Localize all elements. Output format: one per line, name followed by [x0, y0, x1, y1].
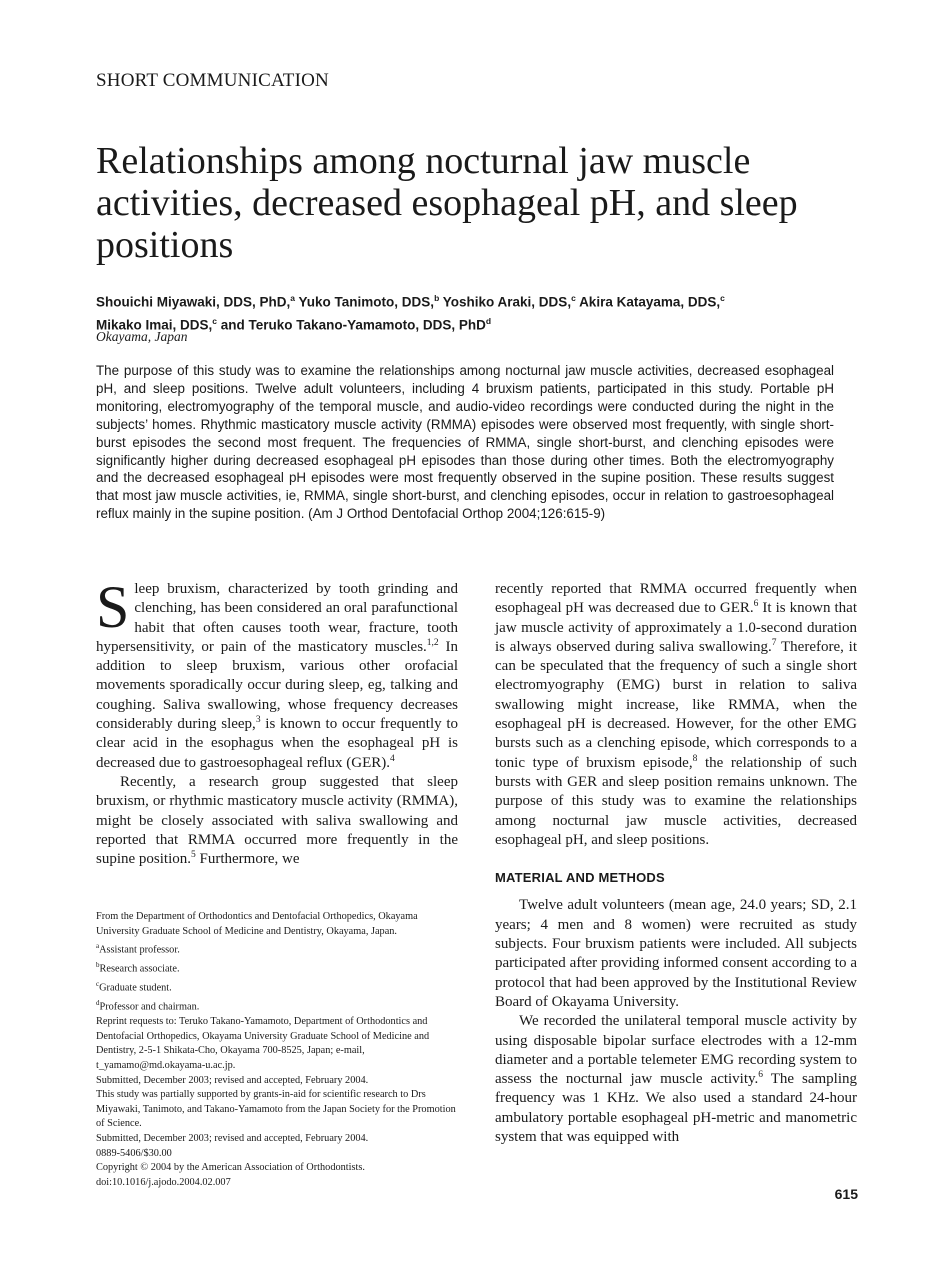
author-location: Okayama, Japan: [96, 329, 188, 344]
section-heading-methods: MATERIAL AND METHODS: [495, 870, 665, 886]
drop-cap: S: [96, 574, 130, 640]
body-text: Furthermore, we: [195, 851, 300, 868]
body-text: recently reported that RMMA occurred frequently when esophageal pH was decreased due to GER.: [495, 581, 857, 617]
body-text: is known to occur frequently to clear acid in the esophagus when the esophageal pH is decreased due to gastroesophageal reflux (GER).: [96, 716, 458, 771]
body-text: The sampling frequency was 1 KHz. We also used a standard 24-hour ambulatory portable esophageal pH-metric and manometric system that was equipped with: [495, 1071, 857, 1146]
author-name: Akira Katayama, DDS,: [579, 294, 721, 310]
body-text: In addition to sleep bruxism, various other orofacial movements sporadically occur during sleep, eg, talking and coughing. Saliva swallowing, whose frequency decreases considerably during sleep,: [96, 638, 458, 733]
author-name: Shouichi Miyawaki, DDS, PhD,: [96, 294, 291, 310]
section-label: SHORT COMMUNICATION: [96, 70, 329, 91]
author-affiliation-mark: a: [290, 293, 296, 303]
body-paragraph: Twelve adult volunteers (mean age, 24.0 years; SD, 2.1 years; 4 men and 8 women) were recruited as study subjects. Four bruxism patients were included. All subjects participated after providing informed consent according to a protocol that had been approved by the Institutional Review Board of Okayama University.: [495, 897, 857, 1010]
citation-ref[interactable]: 8: [692, 753, 698, 764]
body-text: Therefore, it can be speculated that the frequency of such a single short electromyography (EMG) burst in relation to saliva swallowing might increase, like RMMA, when the esophageal pH is decreased. However, for the other EMG bursts such as a clenching episode, which corresponds to a tonic type of bruxism episode,: [495, 638, 858, 771]
footnote-grant: This study was partially supported by grants-in-aid for scientific research to Drs Miyawaki, Tanimoto, and Takano-Yamamoto from the Japan Society for the Promotion of Science.: [96, 1089, 456, 1130]
footnote-submitted: Submitted, December 2003; revised and accepted, February 2004.: [96, 1133, 369, 1144]
citation-ref[interactable]: 7: [771, 637, 777, 648]
footnote-copyright: Copyright © 2004 by the American Association of Orthodontists.: [96, 1162, 365, 1174]
citation-ref[interactable]: 5: [191, 850, 196, 861]
author-name: and Teruko Takano-Yamamoto, DDS, PhD: [220, 317, 486, 332]
author-affiliation-mark: c: [571, 293, 576, 303]
body-column-left: [96, 574, 458, 869]
footnote-text: Research associate.: [99, 963, 180, 975]
citation-ref[interactable]: 1,2: [426, 637, 439, 648]
footnote-text: Graduate student.: [99, 982, 172, 994]
footnote-role: [96, 939, 458, 958]
body-paragraph: [495, 580, 857, 850]
footnote-submitted: Submitted, December 2003; revised and accepted, February 2004.: [96, 1074, 369, 1086]
author-name: Yuko Tanimoto, DDS,: [298, 294, 435, 310]
footnote-role: [96, 958, 458, 977]
footnote-mark: b: [96, 961, 100, 970]
body-paragraph: [495, 1012, 857, 1147]
footnote-mark: d: [96, 999, 100, 1008]
author-affiliation-mark: b: [434, 293, 440, 303]
author-affiliation-mark: c: [212, 315, 218, 326]
footnote-mark: a: [96, 942, 100, 951]
page-number: 615: [834, 1186, 858, 1202]
abstract: The purpose of this study was to examine the relationships among nocturnal jaw muscle activities, decreased esophageal pH, and sleep positions. Twelve adult volunteers, including 4 bruxism patients, participated in this study. Portable pH monitoring, electromyography of the temporal muscle, and audio-video recordings were conducted during the night in the subjects’ homes. Rhythmic masticatory muscle activity (RMMA) episodes were observed most frequently, with single short-burst episodes the second most frequent. The frequencies of RMMA, single short-burst, and clenching episodes were significantly higher during decreased esophageal pH episodes than those during other times. Both the electromyography and the decreased esophageal pH episodes were most frequently observed in the supine position. These results suggest that most jaw muscle activities, ie, RMMA, single short-burst, and clenching episodes, occur in relation to gastroesophageal reflux mainly in the supine position. (Am J Orthod Dentofacial Orthop 2004;126:615-9): [96, 363, 834, 522]
author-affiliation-mark: d: [485, 315, 492, 326]
footnote-doi[interactable]: doi:10.1016/j.ajodo.2004.02.007: [96, 1176, 231, 1188]
body-paragraph: [96, 773, 458, 869]
citation-ref[interactable]: 6: [753, 599, 759, 610]
footnote-text: Assistant professor.: [99, 944, 180, 956]
footnote-reprint: Reprint requests to: Teruko Takano-Yamamoto, Department of Orthodontics and Dentofacial Orthopedics, Okayama University Graduate School of Medicine and Dentistry, 2-5-1 Shikata-Cho, Okayama 700-8525, Japan; e-mail, t_yamamo@md.okayama-u.ac.jp.: [96, 1016, 430, 1072]
body-column-right: [495, 580, 857, 1147]
body-text: the relationship of such bursts with GER and sleep position remains unknown. The purpose of this study was to examine the relationships among nocturnal jaw muscle activities, decreased esophageal pH, and sleep positions.: [495, 754, 857, 848]
citation-ref[interactable]: 4: [390, 753, 395, 764]
author-name: Mikako Imai, DDS,: [96, 317, 213, 332]
footnote-issn: 0889-5406/$30.00: [96, 1147, 172, 1159]
body-text: It is known that jaw muscle activity of approximately a 1.0-second duration is always observed during saliva swallowing.: [495, 600, 857, 655]
footnote-affiliation: From the Department of Orthodontics and Dentofacial Orthopedics, Okayama University Graduate School of Medicine and Dentistry, Okayama, Japan.: [96, 911, 418, 937]
footnote-mark: c: [96, 980, 100, 989]
footnote-role: [96, 977, 458, 996]
body-text: leep bruxism, characterized by tooth grinding and clenching, has been considered an oral parafunctional habit that often causes tooth wear, fracture, tooth hypersensitivity, or pain of the masticatory muscles.: [96, 581, 458, 655]
footnote-text: Professor and chairman.: [99, 1001, 200, 1013]
body-text: Recently, a research group suggested that sleep bruxism, or rhythmic masticatory muscle activity (RMMA), might be closely associated with saliva swallowing and reported that RMMA occurred more frequently in the supine position.: [96, 773, 458, 868]
body-text: We recorded the unilateral temporal muscle activity by using disposable bipolar surface electrodes with a 12-mm diameter and a portable telemeter EMG recording system to assess the nocturnal jaw muscle activity.: [495, 1013, 857, 1088]
article-title: Relationships among nocturnal jaw muscle activities, decreased esophageal pH, and sleep positions: [96, 140, 798, 266]
footnotes: [96, 910, 458, 1190]
footnote-role: [96, 996, 458, 1015]
body-paragraph: [96, 574, 458, 773]
citation-ref[interactable]: 6: [758, 1070, 764, 1081]
author-name: Yoshiko Araki, DDS,: [442, 294, 572, 310]
citation-ref[interactable]: 3: [255, 715, 261, 726]
author-list: [96, 289, 856, 334]
author-affiliation-mark: c: [720, 293, 725, 303]
